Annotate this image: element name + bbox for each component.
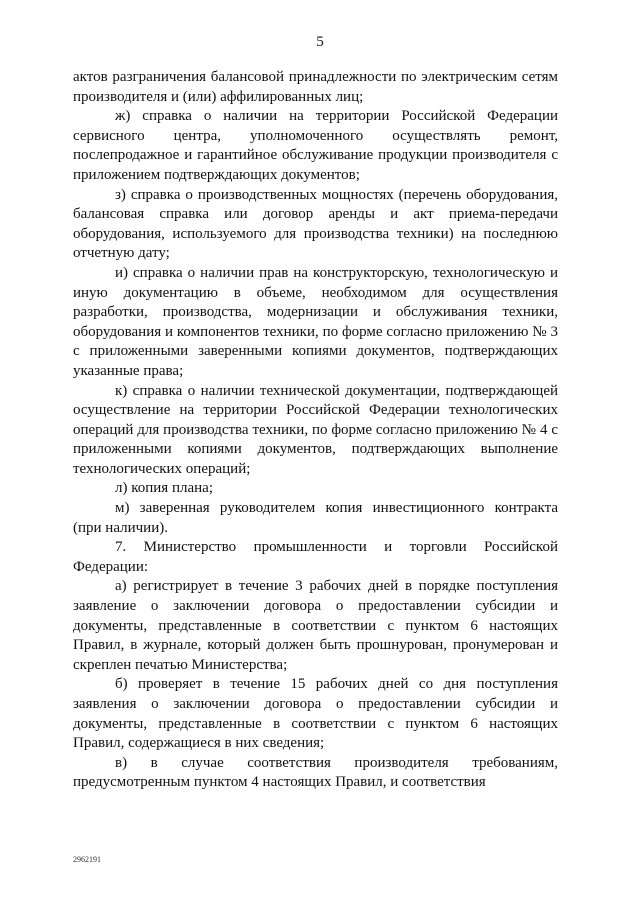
section-heading: 7. Министерство промышленности и торговли Российской Федерации: (73, 539, 558, 575)
paragraph: м) заверенная руководителем копия инвестиционного контракта (при наличии). (73, 500, 558, 536)
paragraph: л) копия плана; (115, 480, 213, 497)
document-body (73, 68, 558, 793)
paragraph: ж) справка о наличии на территории Российской Федерации сервисного центра, уполномоченного осуществлять ремонт, послепродажное и гарантийное обслуживание продукции производителя с приложением подтверждающих документов; (73, 108, 558, 183)
paragraph: з) справка о производственных мощностях (перечень оборудования, балансовая справка или договор аренды и акт приема-передачи оборудования, используемого для производства техники) на последнюю отчетную дату; (73, 186, 558, 262)
page-number: 5 (316, 34, 324, 50)
paragraph: и) справка о наличии прав на конструкторскую, технологическую и иную документацию в объеме, необходимом для осуществления разработки, производства, модернизации и обслуживания техники, оборудования и компонентов техники, по форме согласно приложению № 3 с приложенными заверенными копиями документов, подтверждающих указанные права; (73, 264, 558, 379)
paragraph: б) проверяет в течение 15 рабочих дней со дня поступления заявления о заключении договора о предоставлении субсидии и документы, представленные в соответствии с пунктом 6 настоящих Правил, содержащиеся в них сведения; (73, 676, 558, 752)
paragraph: к) справка о наличии технической документации, подтверждающей осуществление на территории Российской Федерации технологических операций для производства техники, по форме согласно приложению № 4 с приложенными копиями документов, подтверждающих выполнение технологических операций; (73, 382, 558, 477)
document-code: 2962191 (73, 855, 101, 864)
paragraph: а) регистрирует в течение 3 рабочих дней в порядке поступления заявление о заключении договора о предоставлении субсидии и документы, представленные в соответствии с пунктом 6 настоящих Правил, в журнале, который должен быть прошнурован, пронумерован и скреплен печатью Министерства; (73, 578, 558, 673)
paragraph: актов разграничения балансовой принадлежности по электрическим сетям производителя и (или) аффилированных лиц; (73, 69, 558, 105)
paragraph: в) в случае соответствия производителя требованиям, предусмотренным пунктом 4 настоящих Правил, и соответствия (73, 754, 558, 791)
